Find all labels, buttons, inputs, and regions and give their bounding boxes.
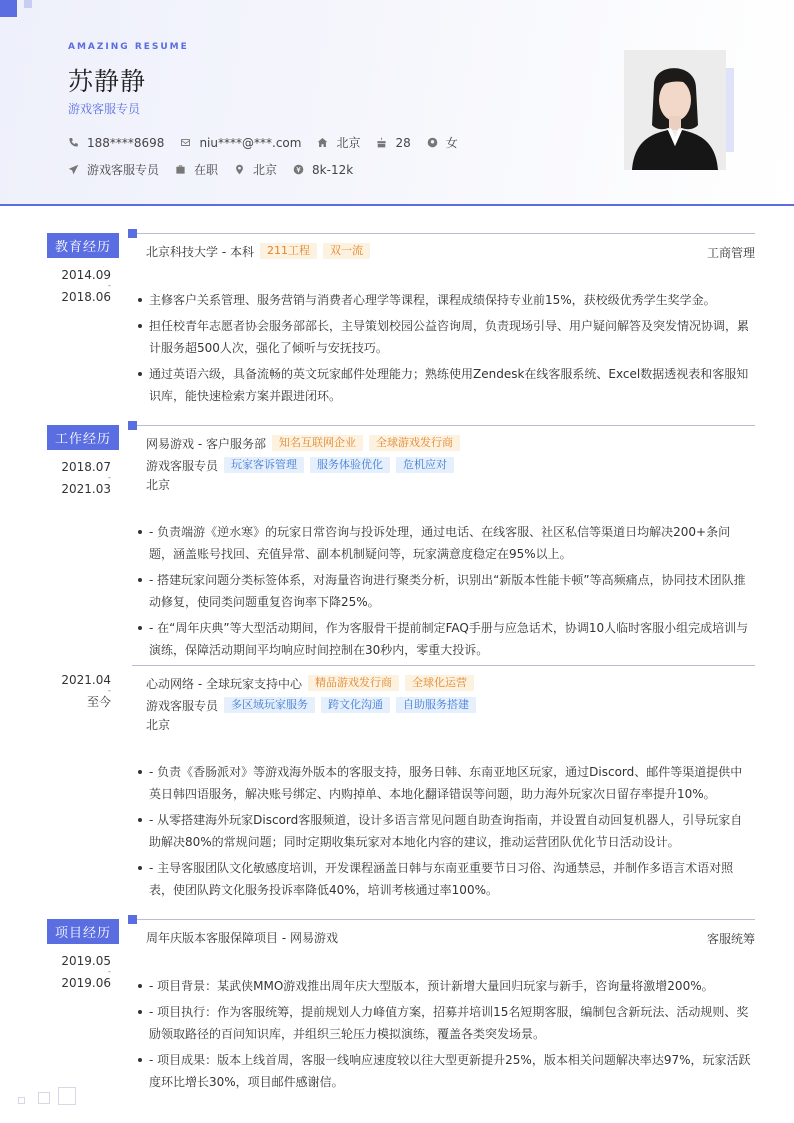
company-tag: 知名互联网企业 [272,435,363,451]
target-position-item [68,161,159,178]
education-start: 2014.09 [61,268,111,282]
list-item: 主修客户关系管理、服务营销与消费者心理学等课程，课程成绩保持专业前15%，获校级优秀学生奖学金。 [137,289,754,311]
list-item: - 搭建玩家问题分类标签体系，对海量咨询进行聚类分析，识别出“新版本性能卡顿”等高频痛点，协同技术团队推动修复，使同类问题重复咨询率下降25%。 [137,569,754,613]
project-dates: 2019.05 - 2019.06 [47,955,111,989]
project-bullets [137,975,754,1097]
list-item: - 从零搭建海外玩家Discord客服频道，设计多语言常见问题自助查询指南，并设置自动回复机器人，引导玩家自助解决80%的常规问题；同时定期收集玩家对本地化内容的建议，推动运营团队优化节日活动设计。 [137,809,754,853]
job-role-row [146,456,454,474]
home-item [317,134,360,151]
education-school-row [146,242,370,260]
section-title-project: 项目经历 [47,919,119,944]
location-pin-icon [234,164,245,175]
gender-item [427,134,458,151]
education-end: 2018.06 [61,290,111,304]
mail-icon [180,137,191,148]
resume-header [0,0,794,206]
job-info-row [68,161,369,178]
section-marker [128,421,137,430]
role-tag: 跨文化沟通 [321,697,390,713]
section-title-work: 工作经历 [47,425,119,450]
list-item: - 项目背景：某武侠MMO游戏推出周年庆大型版本，预计新增大量回归玩家与新手，咨询量将激增200%。 [137,975,754,997]
job-status-item [175,161,218,178]
email-text: niu****@***.com [199,135,302,150]
job-end: 至今 [86,695,111,709]
email-item [180,136,301,150]
age-item [376,136,410,150]
section-divider [137,425,755,426]
role-tag: 玩家客诉管理 [224,457,304,473]
list-item: - 项目执行：作为客服统筹，提前规划人力峰值方案，招募并培训15名短期客服，编制包含新玩法、活动规则、奖励领取路径的百问知识库，并组织三轮压力模拟演练，覆盖各类突发场景。 [137,1001,754,1045]
job-city: 北京 [146,478,171,492]
job-role: 游戏客服专员 [146,698,219,713]
decor-square [38,1092,50,1104]
job-company-row [146,434,460,452]
phone-item [68,136,164,150]
age-text: 28 [395,135,411,150]
target-city-item [234,161,277,178]
project-name: 周年庆版本客服保障项目 - 网易游戏 [146,930,338,945]
briefcase-icon [175,164,186,175]
phone-text: 188****8698 [87,135,165,150]
list-item: - 在“周年庆典”等大型活动期间，作为客服骨干提前制定FAQ手册与应急话术，协调10人临时客服小组完成培训与演练，保障活动期间平均响应时间控制在30秒内，零重大投诉。 [137,617,754,661]
section-divider [137,233,755,234]
job-dates: 2018.07 - 2021.03 [47,461,111,495]
salary-icon [293,164,304,175]
decor-square [0,0,17,17]
project-start: 2019.05 [61,954,111,968]
section-marker [128,229,137,238]
list-item: 通过英语六级，具备流畅的英文玩家邮件处理能力；熟练使用Zendesk在线客服系统、Excel数据透视表和客服知识库，能快速检索方案并跟进闭环。 [137,363,754,407]
job-role-row [146,696,476,714]
job-start: 2021.04 [61,673,111,687]
candidate-title: 游戏客服专员 [68,102,141,116]
job-bullets [137,761,754,905]
job-city: 北京 [146,718,171,732]
job-company-row [146,674,474,692]
role-tag: 服务体验优化 [310,457,390,473]
job-divider [132,665,755,666]
company-name: 心动网络 - 全球玩家支持中心 [146,676,302,691]
role-tag: 自助服务搭建 [396,697,476,713]
section-title-education: 教育经历 [47,233,119,258]
list-item: - 负责端游《逆水寒》的玩家日常咨询与投诉处理，通过电话、在线客服、社区私信等渠道日均解决200+条问题，涵盖账号找回、充值异常、副本机制疑问等，玩家满意度稳定在95%以上。 [137,521,754,565]
salary-text: 8k-12k [312,162,354,177]
company-tag: 全球化运营 [405,675,474,691]
phone-icon [68,137,79,148]
school-name: 北京科技大学 - 本科 [146,244,254,259]
gender-text: 女 [445,136,458,150]
education-bullets [137,289,754,411]
section-divider [137,919,755,920]
job-dates: 2021.04 - 至今 [47,674,111,708]
education-dates: 2014.09 - 2018.06 [47,269,111,303]
salary-item [293,163,353,177]
decor-square [58,1087,76,1105]
contact-info-row [68,134,474,151]
home-icon [317,137,328,148]
target-city-text: 北京 [253,163,278,177]
gender-icon [427,137,438,148]
list-item: 担任校青年志愿者协会服务部部长，主导策划校园公益咨询周，负责现场引导、用户疑问解答及突发情况协调，累计服务超500人次，强化了倾听与安抚技巧。 [137,315,754,359]
send-icon [68,164,79,175]
section-marker [128,915,137,924]
candidate-name: 苏静静 [68,67,147,96]
home-text: 北京 [336,136,361,150]
school-tag: 211工程 [260,243,317,259]
cake-icon [376,137,387,148]
decor-square-small [24,0,32,8]
role-tag: 危机应对 [396,457,454,473]
project-name-row [146,928,338,946]
list-item: - 主导客服团队文化敏感度培训，开发课程涵盖日韩与东南亚重要节日习俗、沟通禁忌，并制作多语言术语对照表，使团队跨文化服务投诉率降低40%，培训考核通过率100%。 [137,857,754,901]
decor-square [18,1097,25,1104]
job-role: 游戏客服专员 [146,458,219,473]
list-item: - 项目成果：版本上线首周，客服一线响应速度较以往大型更新提升25%，版本相关问题解决率达97%，玩家活跃度环比增长30%，项目邮件感谢信。 [137,1049,754,1093]
role-tag: 多区域玩家服务 [224,697,315,713]
job-end: 2021.03 [61,482,111,496]
target-position-text: 游戏客服专员 [87,163,160,177]
company-name: 网易游戏 - 客户服务部 [146,436,266,451]
education-major: 工商管理 [706,246,755,260]
project-end: 2019.06 [61,976,111,990]
company-tag: 全球游戏发行商 [369,435,460,451]
job-bullets [137,521,754,665]
job-start: 2018.07 [61,460,111,474]
brand-label: AMAZING RESUME [68,42,189,52]
job-status-text: 在职 [194,163,219,177]
profile-photo [624,50,726,170]
school-tag: 双一流 [323,243,370,259]
company-tag: 精品游戏发行商 [308,675,399,691]
project-role: 客服统筹 [706,932,755,946]
list-item: - 负责《香肠派对》等游戏海外版本的客服支持，服务日韩、东南亚地区玩家，通过Discord、邮件等渠道提供中英日韩四语服务，解决账号绑定、内购掉单、本地化翻译错误等问题，助力海外玩家次日留存率提升10%。 [137,761,754,805]
